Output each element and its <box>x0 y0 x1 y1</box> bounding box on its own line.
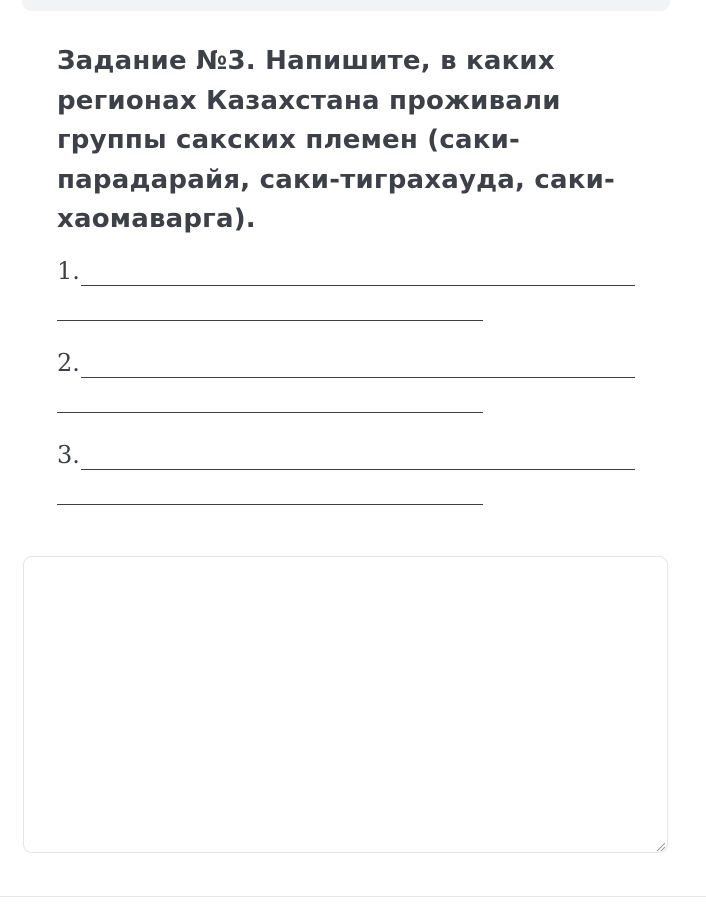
answer-textarea[interactable] <box>23 556 668 853</box>
previous-card <box>22 0 670 11</box>
answer-underline <box>81 351 635 378</box>
answer-underline <box>57 412 483 413</box>
answer-item-2 <box>57 348 637 440</box>
answer-item-1 <box>57 256 637 348</box>
answer-underline <box>81 443 635 470</box>
answer-number: 1. <box>57 257 80 285</box>
task-question: Задание №3. Напишите, в каких регионах Казахстана проживали группы сакских племен (саки-парадарайя, саки-тиграхауда, саки-хаомаварга). <box>57 46 615 234</box>
answer-underline <box>81 259 635 286</box>
answer-number: 3. <box>57 441 80 469</box>
answer-underline <box>57 320 483 321</box>
answer-lines <box>57 256 637 532</box>
answer-number: 2. <box>57 349 80 377</box>
bottom-divider <box>0 896 706 907</box>
resize-handle-icon[interactable] <box>657 843 665 851</box>
answer-underline <box>57 504 483 505</box>
answer-item-3 <box>57 440 637 532</box>
